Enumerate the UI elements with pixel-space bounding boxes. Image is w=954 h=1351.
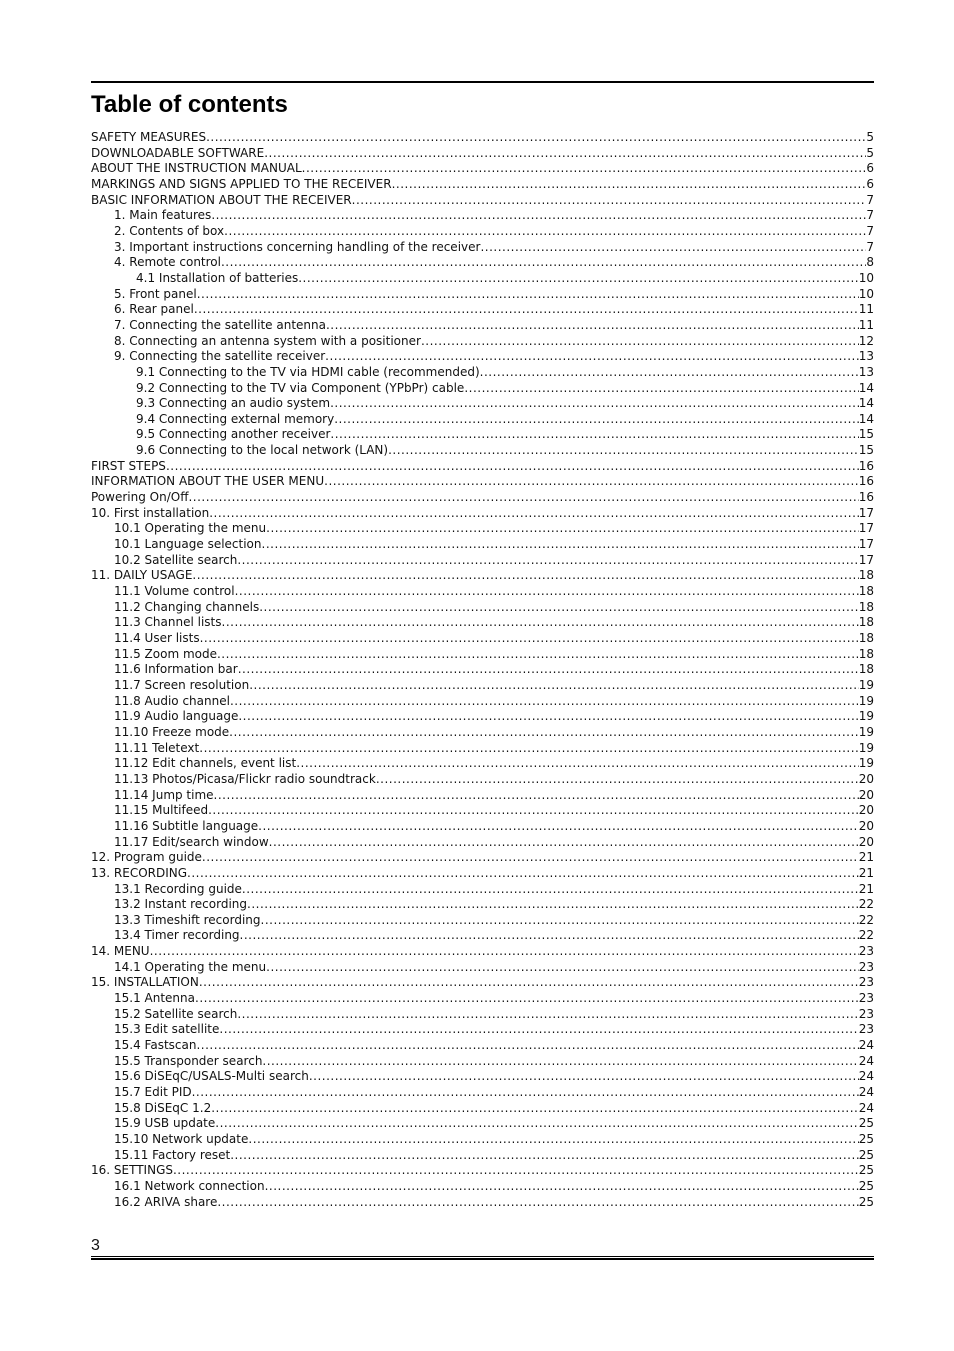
dot-leader (221, 255, 866, 271)
toc-entry-page: 20 (858, 818, 874, 833)
toc-entry-label: ABOUT THE INSTRUCTION MANUAL (91, 161, 302, 176)
dot-leader (249, 678, 859, 694)
dot-leader (352, 193, 867, 209)
dot-leader (242, 882, 859, 898)
toc-entry-label: 9.6 Connecting to the local network (LAN) (136, 443, 389, 458)
toc-entry[interactable] (91, 568, 874, 584)
toc-entry-page: 23 (858, 1006, 874, 1021)
toc-entry-page: 20 (858, 834, 874, 849)
toc-entry-label: 11.17 Edit/search window (114, 834, 269, 849)
toc-entry-label: 11.4 User lists (114, 631, 200, 645)
toc-entry-page: 25 (858, 1147, 874, 1162)
toc-entry-page: 21 (858, 850, 874, 865)
dot-leader (217, 647, 859, 663)
toc-entry-label: 9.4 Connecting external memory (136, 411, 335, 426)
toc-entry[interactable] (91, 255, 874, 271)
toc-entry[interactable] (91, 756, 874, 772)
toc-entry-label: 5. Front panel (114, 286, 197, 301)
dot-leader (262, 537, 859, 553)
toc-entry[interactable] (91, 412, 874, 428)
toc-entry-label: 15.8 DiSEqC 1.2 (114, 1100, 212, 1115)
dot-leader (188, 490, 858, 506)
toc-entry-label: 13.2 Instant recording (114, 897, 248, 912)
toc-entry[interactable] (91, 443, 874, 459)
toc-entry-page: 10 (858, 270, 874, 285)
toc-entry[interactable] (91, 521, 874, 537)
toc-entry[interactable] (91, 1054, 874, 1070)
toc-entry[interactable] (91, 240, 874, 256)
toc-entry-page: 16 (858, 490, 874, 505)
toc-entry-label: 16.2 ARIVA share (114, 1194, 218, 1209)
dot-leader (199, 741, 858, 757)
toc-entry-label: 11.15 Multifeed (114, 803, 209, 818)
toc-entry[interactable] (91, 224, 874, 240)
toc-entry-label: 9. Connecting the satellite receiver (114, 349, 326, 364)
toc-entry[interactable] (91, 897, 874, 913)
toc-entry[interactable] (91, 1101, 874, 1117)
dot-leader (330, 396, 859, 412)
toc-entry-label: 13.4 Timer recording (114, 928, 240, 943)
toc-entry-label: 11.6 Information bar (114, 662, 238, 677)
toc-entry-label: 14. MENU (91, 944, 150, 959)
toc-entry-label: 15.10 Network update (114, 1132, 249, 1146)
toc-entry-label: 4.1 Installation of batteries (136, 270, 299, 285)
toc-entry-label: 11.5 Zoom mode (114, 646, 217, 661)
toc-entry-label: 13.3 Timeshift recording (114, 912, 261, 927)
toc-entry-label: 15.2 Satellite search (114, 1006, 238, 1021)
toc-entry[interactable] (91, 302, 874, 318)
toc-entry[interactable] (91, 882, 874, 898)
dot-leader (421, 334, 859, 350)
toc-entry-page: 8 (866, 255, 874, 270)
toc-entry-page: 16 (858, 458, 874, 473)
toc-entry-label: 15.6 DiSEqC/USALS-Multi search (114, 1069, 309, 1084)
toc-entry[interactable] (91, 1179, 874, 1195)
dot-leader (325, 349, 859, 365)
dot-leader (309, 1069, 859, 1085)
toc-entry[interactable] (91, 991, 874, 1007)
toc-entry[interactable] (91, 1132, 874, 1148)
toc-entry-label: 11.7 Screen resolution (114, 677, 250, 692)
toc-entry-label: 15.11 Factory reset (114, 1147, 231, 1162)
dot-leader (202, 850, 859, 866)
dot-leader (334, 412, 859, 428)
toc-entry-label: 11.3 Channel lists (114, 615, 222, 630)
dot-leader (230, 1148, 859, 1164)
toc-entry-page: 14 (858, 396, 874, 411)
dot-leader (224, 224, 866, 240)
toc-entry-page: 18 (858, 615, 874, 630)
dot-leader (208, 803, 859, 819)
dot-leader (330, 427, 858, 443)
toc-entry-page: 23 (858, 991, 874, 1006)
toc-entry[interactable] (91, 161, 874, 177)
toc-entry-label: 10.2 Satellite search (114, 552, 238, 567)
dot-leader (219, 1022, 858, 1038)
toc-entry-label: 15.4 Fastscan (114, 1038, 197, 1053)
toc-entry-page: 22 (858, 912, 874, 927)
dot-leader (209, 506, 858, 522)
dot-leader (173, 1163, 859, 1179)
dot-leader (388, 443, 859, 459)
dot-leader (302, 161, 867, 177)
dot-leader (261, 913, 859, 929)
toc-entry[interactable] (91, 271, 874, 287)
footer-rule-thick (91, 1258, 874, 1260)
table-of-contents (91, 130, 874, 1210)
dot-leader (235, 584, 859, 600)
toc-entry-label: 15.3 Edit satellite (114, 1022, 220, 1037)
page-number: 3 (91, 1237, 100, 1254)
toc-entry-label: 11. DAILY USAGE (91, 568, 193, 583)
toc-entry-label: 15. INSTALLATION (91, 975, 199, 990)
toc-entry[interactable] (91, 537, 874, 553)
toc-entry-page: 23 (858, 959, 874, 974)
toc-entry[interactable] (91, 788, 874, 804)
toc-entry-label: MARKINGS AND SIGNS APPLIED TO THE RECEIVER (91, 176, 392, 191)
toc-entry-page: 25 (858, 1163, 874, 1178)
toc-entry-label: 13. RECORDING (91, 865, 188, 880)
dot-leader (248, 1132, 858, 1148)
toc-entry[interactable] (91, 960, 874, 976)
dot-leader (376, 772, 859, 788)
toc-entry-page: 23 (858, 944, 874, 959)
toc-entry[interactable] (91, 490, 874, 506)
toc-entry-label: 16.1 Network connection (114, 1178, 265, 1193)
toc-entry-label: 10.1 Language selection (114, 537, 262, 552)
toc-entry-page: 19 (858, 724, 874, 739)
toc-entry[interactable] (91, 349, 874, 365)
toc-entry-label: 11.2 Changing channels (114, 599, 260, 614)
dot-leader (187, 866, 859, 882)
toc-entry[interactable] (91, 365, 874, 381)
toc-entry[interactable] (91, 193, 874, 209)
toc-entry-label: 11.11 Teletext (114, 740, 200, 755)
toc-entry-label: 11.13 Photos/Picasa/Flickr radio soundtrack (114, 771, 376, 786)
toc-entry-page: 25 (858, 1178, 874, 1193)
dot-leader (298, 271, 858, 287)
toc-entry-page: 19 (858, 677, 874, 692)
toc-entry-label: 11.1 Volume control (114, 584, 235, 599)
toc-entry[interactable] (91, 709, 874, 725)
toc-entry-page: 13 (858, 349, 874, 364)
toc-entry-page: 24 (858, 1069, 874, 1084)
toc-entry-label: 12. Program guide (91, 850, 202, 865)
toc-entry[interactable] (91, 850, 874, 866)
toc-entry[interactable] (91, 866, 874, 882)
toc-entry[interactable] (91, 506, 874, 522)
toc-entry-label: 2. Contents of box (114, 223, 225, 238)
dot-leader (229, 725, 859, 741)
toc-entry-label: INFORMATION ABOUT THE USER MENU (91, 474, 325, 489)
toc-entry[interactable] (91, 1022, 874, 1038)
toc-entry-page: 24 (858, 1038, 874, 1053)
toc-entry[interactable] (91, 1085, 874, 1101)
toc-entry[interactable] (91, 913, 874, 929)
toc-entry-label: 9.3 Connecting an audio system (136, 396, 331, 411)
toc-entry-page: 18 (858, 631, 874, 645)
toc-entry[interactable] (91, 396, 874, 412)
toc-entry-label: DOWNLOADABLE SOFTWARE (91, 145, 265, 160)
toc-entry[interactable] (91, 1163, 874, 1179)
dot-leader (230, 694, 859, 710)
toc-entry-page: 22 (858, 928, 874, 943)
toc-entry[interactable] (91, 694, 874, 710)
toc-entry[interactable] (91, 553, 874, 569)
toc-entry-label: FIRST STEPS (91, 458, 166, 473)
dot-leader (262, 1054, 858, 1070)
toc-entry[interactable] (91, 631, 874, 647)
toc-entry-page: 20 (858, 803, 874, 818)
toc-entry-page: 12 (858, 333, 874, 348)
toc-entry-label: 9.5 Connecting another receiver (136, 427, 331, 442)
toc-entry-label: 15.1 Antenna (114, 991, 195, 1006)
toc-entry-label: 11.14 Jump time (114, 787, 214, 802)
toc-entry-page: 13 (858, 364, 874, 379)
toc-entry-label: Powering On/Off (91, 490, 189, 505)
dot-leader (211, 1101, 859, 1117)
toc-entry-label: 4. Remote control (114, 255, 221, 270)
toc-entry-page: 15 (858, 443, 874, 458)
toc-entry-page: 14 (858, 380, 874, 395)
toc-entry[interactable] (91, 208, 874, 224)
toc-entry[interactable] (91, 662, 874, 678)
dot-leader (480, 365, 859, 381)
dot-leader (269, 835, 859, 851)
dot-leader (238, 709, 858, 725)
toc-entry-label: 3. Important instructions concerning handling of the receiver (114, 239, 481, 254)
dot-leader (237, 553, 858, 569)
toc-entry-page: 17 (858, 537, 874, 552)
dot-leader (240, 928, 859, 944)
toc-entry-page: 18 (858, 662, 874, 677)
toc-entry[interactable] (91, 459, 874, 475)
toc-entry[interactable] (91, 1116, 874, 1132)
toc-entry[interactable] (91, 1007, 874, 1023)
dot-leader (296, 756, 859, 772)
toc-entry-page: 21 (858, 865, 874, 880)
toc-entry-page: 19 (858, 756, 874, 771)
toc-entry-page: 18 (858, 646, 874, 661)
toc-entry-label: 11.12 Edit channels, event list (114, 756, 297, 771)
toc-entry-page: 7 (866, 208, 874, 223)
toc-entry-page: 18 (858, 599, 874, 614)
toc-entry-page: 14 (858, 411, 874, 426)
toc-entry-page: 22 (858, 897, 874, 912)
toc-entry-label: 11.9 Audio language (114, 709, 239, 724)
toc-entry[interactable] (91, 975, 874, 991)
toc-entry-label: 9.1 Connecting to the TV via HDMI cable (recommended) (136, 364, 480, 379)
toc-entry-page: 19 (858, 709, 874, 724)
toc-entry[interactable] (91, 803, 874, 819)
toc-entry-page: 25 (858, 1116, 874, 1131)
toc-entry[interactable] (91, 741, 874, 757)
dot-leader (264, 146, 866, 162)
toc-entry-label: 11.10 Freeze mode (114, 724, 230, 739)
toc-entry-page: 7 (866, 192, 874, 207)
toc-entry-page: 7 (866, 223, 874, 238)
toc-entry-page: 18 (858, 584, 874, 599)
toc-entry-page: 20 (858, 787, 874, 802)
toc-entry[interactable] (91, 615, 874, 631)
dot-leader (197, 287, 859, 303)
toc-entry[interactable] (91, 1038, 874, 1054)
toc-entry-page: 23 (858, 975, 874, 990)
dot-leader (199, 975, 859, 991)
toc-entry[interactable] (91, 647, 874, 663)
dot-leader (166, 459, 859, 475)
toc-entry-page: 23 (858, 1022, 874, 1037)
dot-leader (192, 1085, 859, 1101)
dot-leader (215, 1116, 858, 1132)
dot-leader (194, 302, 859, 318)
toc-entry-page: 25 (858, 1194, 874, 1209)
toc-entry[interactable] (91, 287, 874, 303)
toc-entry[interactable] (91, 177, 874, 193)
toc-entry-label: 15.9 USB update (114, 1116, 216, 1131)
toc-entry-label: 15.7 Edit PID (114, 1085, 192, 1100)
dot-leader (480, 240, 866, 256)
dot-leader (222, 615, 859, 631)
toc-entry-page: 24 (858, 1085, 874, 1100)
toc-entry-label: 10.1 Operating the menu (114, 521, 267, 536)
dot-leader (200, 631, 859, 647)
toc-entry[interactable] (91, 318, 874, 334)
toc-entry-label: 14.1 Operating the menu (114, 959, 267, 974)
dot-leader (195, 991, 859, 1007)
toc-entry-label: BASIC INFORMATION ABOUT THE RECEIVER (91, 192, 352, 207)
toc-entry-page: 6 (866, 176, 874, 191)
toc-entry[interactable] (91, 1195, 874, 1211)
dot-leader (238, 662, 859, 678)
toc-entry-page: 17 (858, 505, 874, 520)
toc-entry-page: 17 (858, 521, 874, 536)
toc-entry[interactable] (91, 928, 874, 944)
toc-entry[interactable] (91, 1069, 874, 1085)
toc-entry-page: 21 (858, 881, 874, 896)
dot-leader (324, 474, 859, 490)
toc-entry-page: 10 (858, 286, 874, 301)
toc-entry-page: 19 (858, 693, 874, 708)
toc-entry-page: 24 (858, 1100, 874, 1115)
toc-entry-page: 25 (858, 1132, 874, 1146)
toc-entry-page: 15 (858, 427, 874, 442)
footer-rule-thin (91, 1256, 874, 1257)
toc-entry-label: 10. First installation (91, 505, 210, 520)
dot-leader (217, 1195, 858, 1211)
toc-entry[interactable] (91, 944, 874, 960)
dot-leader (259, 600, 859, 616)
toc-entry-page: 5 (866, 145, 874, 160)
toc-entry[interactable] (91, 600, 874, 616)
dot-leader (211, 208, 866, 224)
toc-entry-page: 19 (858, 740, 874, 755)
toc-entry[interactable] (91, 334, 874, 350)
toc-entry-label: 11.8 Audio channel (114, 693, 230, 708)
dot-leader (237, 1007, 858, 1023)
dot-leader (265, 1179, 859, 1195)
toc-entry-label: 7. Connecting the satellite antenna (114, 317, 326, 332)
toc-entry-page: 16 (858, 474, 874, 489)
dot-leader (266, 960, 859, 976)
toc-entry-label: 8. Connecting an antenna system with a positioner (114, 333, 421, 348)
toc-entry-label: 13.1 Recording guide (114, 881, 242, 896)
dot-leader (464, 381, 858, 397)
toc-entry-page: 20 (858, 771, 874, 786)
toc-entry-page: 7 (866, 239, 874, 254)
dot-leader (196, 1038, 858, 1054)
toc-entry-label: 15.5 Transponder search (114, 1053, 263, 1068)
toc-entry-page: 18 (858, 568, 874, 583)
toc-entry[interactable] (91, 819, 874, 835)
dot-leader (192, 568, 858, 584)
page-title: Table of contents (91, 91, 288, 118)
toc-entry-label: 9.2 Connecting to the TV via Component (YPbPr) cable (136, 380, 465, 395)
toc-entry[interactable] (91, 1148, 874, 1164)
toc-entry[interactable] (91, 146, 874, 162)
toc-entry[interactable] (91, 474, 874, 490)
toc-entry[interactable] (91, 584, 874, 600)
toc-entry[interactable] (91, 725, 874, 741)
dot-leader (214, 788, 859, 804)
toc-entry[interactable] (91, 772, 874, 788)
toc-entry-page: 11 (858, 317, 874, 332)
toc-entry[interactable] (91, 678, 874, 694)
dot-leader (206, 130, 866, 146)
toc-entry-page: 24 (858, 1053, 874, 1068)
toc-entry[interactable] (91, 427, 874, 443)
toc-entry-label: 1. Main features (114, 208, 212, 223)
dot-leader (392, 177, 867, 193)
dot-leader (266, 521, 859, 537)
toc-entry[interactable] (91, 381, 874, 397)
toc-entry-label: 16. SETTINGS (91, 1163, 173, 1178)
toc-entry-page: 5 (866, 130, 874, 144)
toc-entry[interactable] (91, 835, 874, 851)
toc-entry-label: 11.16 Subtitle language (114, 818, 259, 833)
toc-entry-page: 11 (858, 302, 874, 317)
dot-leader (150, 944, 859, 960)
toc-entry-page: 6 (866, 161, 874, 176)
dot-leader (326, 318, 859, 334)
dot-leader (258, 819, 859, 835)
toc-entry[interactable] (91, 130, 874, 146)
top-rule (91, 81, 874, 83)
dot-leader (247, 897, 859, 913)
toc-entry-label: 6. Rear panel (114, 302, 194, 317)
toc-entry-label: SAFETY MEASURES (91, 130, 207, 144)
toc-entry-page: 17 (858, 552, 874, 567)
